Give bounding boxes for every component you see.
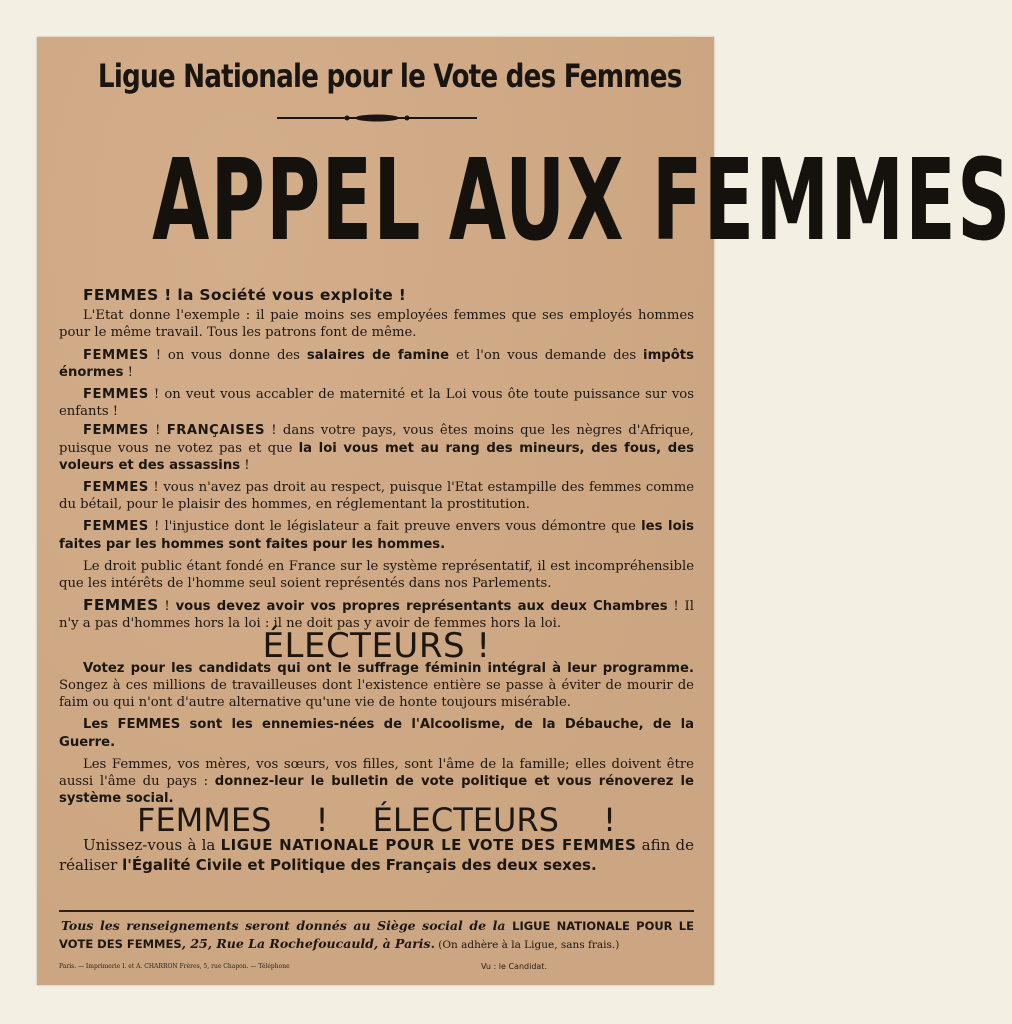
paragraph-8: Le droit public étant fondé en France sur le système représentatif, il est incompréhensible que les intérêts de l'homme seul soient représentés dans nos Parlements. — [59, 558, 694, 592]
candidate-visa: Vu : le Candidat. — [481, 962, 547, 971]
lead-femmes-exploite: FEMMES ! la Société vous exploite ! — [83, 286, 407, 304]
poster-title: APPEL AUX FEMMES — [152, 136, 1012, 266]
footer-info: Tous les renseignements seront donnés au Siège social de la LIGUE NATIONALE POUR LE VOTE DES FEMMES, 25, Rue La Rochefoucauld, à Paris. (On adhère à la Ligue, sans frais.) — [59, 918, 694, 951]
unissez-paragraph: Unissez-vous à la LIGUE NATIONALE POUR LE VOTE DES FEMMES afin de réaliser l'Égalité Civile et Politique des Français des deux sexes. — [59, 835, 695, 874]
paragraph-3: FEMMES ! on vous donne des salaires de famine et l'on vous demande des impôts énormes ! — [59, 347, 694, 380]
paragraph-6: FEMMES ! vous n'avez pas droit au respect, puisque l'Etat estampille des femmes comme du bétail, pour le plaisir des hommes, en réglementant la prostitution. — [59, 480, 694, 513]
printer-credit: Paris. — Imprimerie I. et A. CHARRON Frères, 5, rue Chapon. — Téléphone — [59, 963, 290, 970]
league-header: Ligue Nationale pour le Vote des Femmes — [97, 57, 682, 95]
paragraph-1 — [59, 287, 694, 305]
electeurs-heading: ÉLECTEURS ! — [262, 625, 491, 666]
poster-body — [59, 287, 694, 880]
paragraph-2: L'Etat donne l'exemple : il paie moins ses employées femmes que ses employés hommes pour le même travail. Tous les patrons font de même. — [59, 308, 694, 341]
ornament-divider — [277, 113, 477, 123]
paragraph-7: FEMMES ! l'injustice dont le législateur a fait preuve envers vous démontre que les lois faites par les hommes sont faites pour les hommes. — [59, 519, 695, 552]
footer-rule — [59, 910, 694, 912]
electeurs-paragraph-1: Votez pour les candidats qui ont le suffrage féminin intégral à leur programme. Songez à ces millions de travailleuses dont l'existence entière se passe à éviter de mourir de faim ou qui n'ont d'autre alternative qu'une vie de honte toujours misérable. — [59, 660, 694, 711]
electeurs-paragraph-2: Les FEMMES sont les ennemies-nées de l'Alcoolisme, de la Débauche, de la Guerre. — [59, 717, 694, 750]
paragraph-5: FEMMES ! FRANÇAISES ! dans votre pays, vous êtes moins que les nègres d'Afrique, puisque vous ne votez pas et que la loi vous met au rang des mineurs, des fous, des voleurs et des assassins ! — [59, 423, 694, 473]
electeurs-paragraph-3: Les Femmes, vos mères, vos sœurs, vos filles, sont l'âme de la famille; elles doivent être aussi l'âme du pays : donnez-leur le bulletin de vote politique et vous rénoverez le système social. — [59, 756, 694, 807]
paragraph-9: FEMMES ! vous devez avoir vos propres représentants aux deux Chambres ! Il n'y a pas d'hommes hors la loi : il ne doit pas y avoir de femmes hors la loi. — [59, 596, 694, 632]
poster — [37, 37, 1012, 985]
paragraph-4: FEMMES ! on veut vous accabler de maternité et la Loi vous ôte toute puissance sur vos enfants ! — [59, 387, 694, 420]
femmes-electeurs-heading: FEMMES ! ÉLECTEURS ! — [137, 801, 616, 840]
